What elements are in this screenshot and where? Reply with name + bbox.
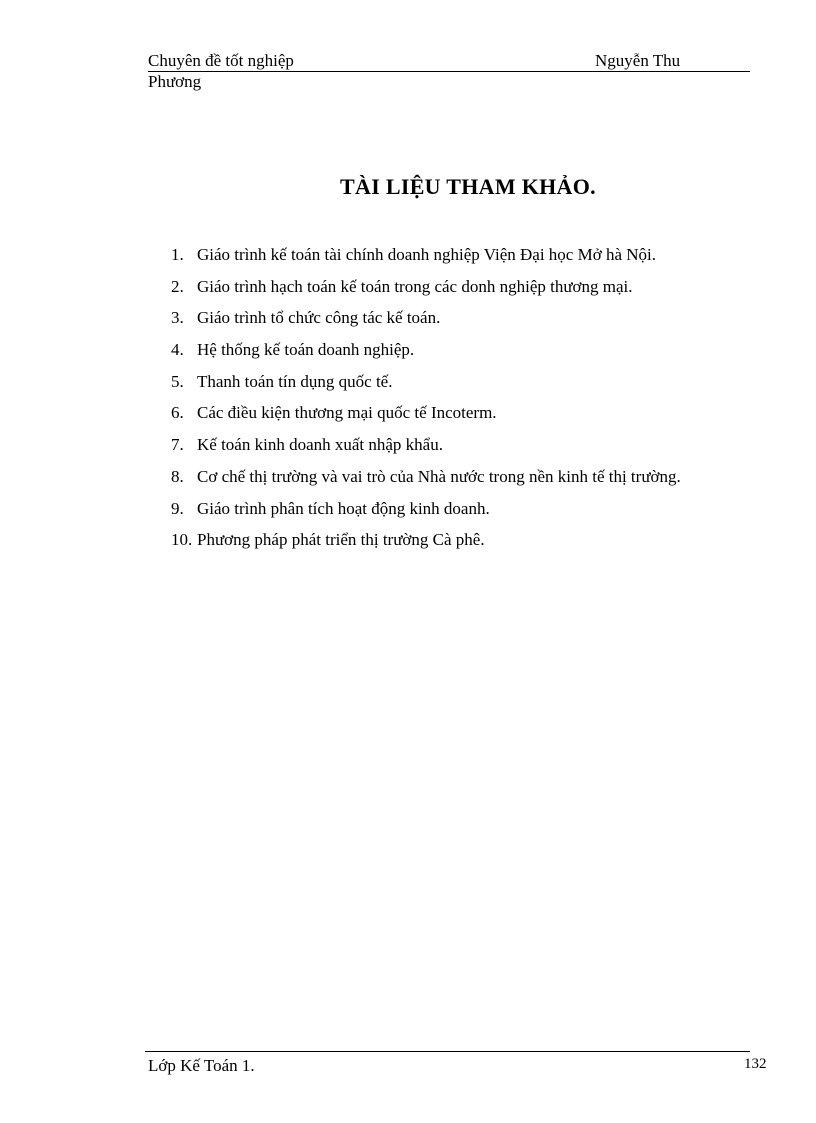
reference-number: 6. — [171, 403, 184, 423]
reference-item — [171, 434, 771, 466]
reference-text: Cơ chế thị trường và vai trò của Nhà nước trong nền kinh tế thị trường. — [197, 466, 681, 486]
reference-number: 5. — [171, 371, 184, 391]
reference-number: 1. — [171, 245, 184, 264]
header-rule — [148, 71, 750, 72]
reference-number: 3. — [171, 308, 184, 328]
reference-list — [171, 244, 771, 561]
reference-text: Giáo trình tổ chức công tác kế toán. — [197, 308, 441, 328]
reference-item — [171, 529, 771, 561]
header-author-wrap: Phương — [148, 72, 202, 91]
reference-item — [171, 466, 771, 498]
reference-text: Giáo trình phân tích hoạt động kinh doanh. — [197, 498, 490, 518]
reference-number: 9. — [171, 498, 184, 518]
reference-text: Các điều kiện thương mại quốc tế Incoterm. — [197, 403, 497, 423]
page-number: 132 — [744, 1056, 767, 1072]
reference-item — [171, 276, 771, 308]
reference-text: Kế toán kinh doanh xuất nhập khẩu. — [197, 435, 443, 455]
reference-item — [171, 498, 771, 530]
reference-item — [171, 402, 771, 434]
header-document-type: Chuyên đề tốt nghiệp — [148, 51, 294, 70]
reference-number: 7. — [171, 435, 184, 455]
reference-number: 8. — [171, 466, 184, 486]
page-title: TÀI LIỆU THAM KHẢO. — [340, 174, 596, 199]
reference-text: Phương pháp phát triển thị trường Cà phê. — [197, 530, 485, 550]
reference-item — [171, 244, 771, 276]
reference-number: 4. — [171, 340, 184, 360]
reference-item — [171, 371, 771, 403]
reference-text: Giáo trình kế toán tài chính doanh nghiệp Viện Đại học Mở hà Nội. — [197, 245, 656, 264]
header-author: Nguyễn Thu — [595, 51, 681, 70]
footer-rule — [145, 1051, 750, 1052]
footer-class-name: Lớp Kế Toán 1. — [148, 1056, 255, 1075]
reference-item — [171, 339, 771, 371]
reference-text: Thanh toán tín dụng quốc tế. — [197, 371, 393, 391]
reference-item — [171, 307, 771, 339]
reference-number: 2. — [171, 276, 184, 296]
reference-number: 10. — [171, 530, 193, 550]
reference-text: Hệ thống kế toán doanh nghiệp. — [197, 340, 415, 360]
page-header — [148, 50, 750, 94]
reference-text: Giáo trình hạch toán kế toán trong các donh nghiệp thương mại. — [197, 276, 633, 296]
